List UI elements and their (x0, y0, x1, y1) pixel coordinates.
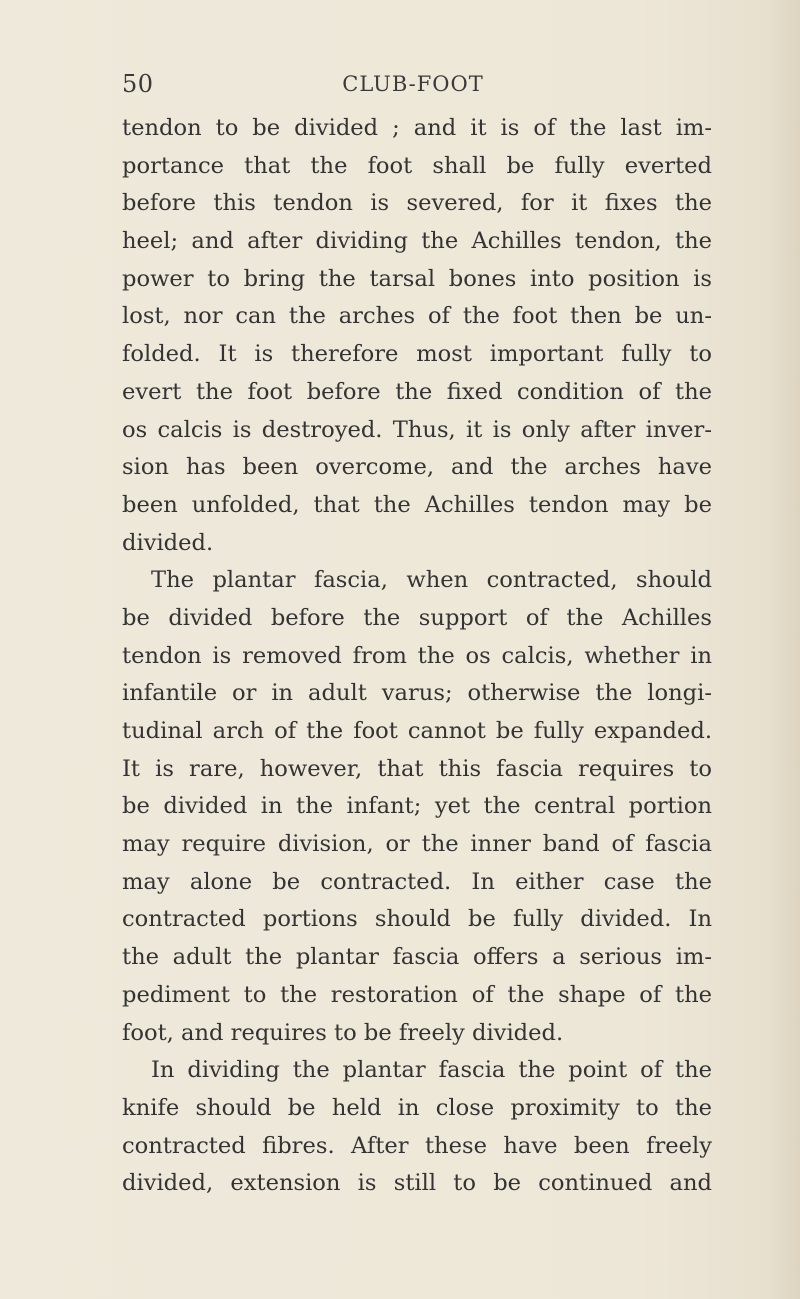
text-line: The plantar fascia, when contracted, should (151, 567, 712, 594)
text-line: infantile or in adult varus; otherwise the longi- (122, 680, 712, 707)
text-line: os calcis is destroyed. Thus, it is only after inver- (122, 416, 712, 443)
text-line: divided. (122, 529, 214, 556)
text-line: pediment to the restoration of the shape of the (122, 981, 712, 1008)
text-line: contracted fibres. After these have been freely (122, 1132, 712, 1159)
text-line: may alone be contracted. In either case the (122, 868, 712, 895)
text-line: In dividing the plantar fascia the point of the (151, 1057, 712, 1084)
text-line: power to bring the tarsal bones into position is (122, 265, 712, 292)
text-line: the adult the plantar fascia offers a serious im- (122, 944, 712, 971)
text-line: be divided before the support of the Achilles (122, 604, 712, 631)
text-line: be divided in the infant; yet the central portion (122, 793, 712, 820)
paragraph (122, 110, 712, 562)
text-line: foot, and requires to be freely divided. (122, 1019, 564, 1046)
paragraph (122, 1052, 712, 1203)
page-header (122, 70, 704, 110)
text-line: tendon is removed from the os calcis, whether in (122, 642, 712, 669)
text-line: knife should be held in close proximity to the (122, 1094, 712, 1121)
text-line: may require division, or the inner band of fascia (122, 831, 712, 858)
text-line: It is rare, however, that this fascia requires to (122, 755, 712, 782)
text-line: portance that the foot shall be fully everted (122, 152, 712, 179)
text-line: lost, nor can the arches of the foot then be un- (122, 303, 712, 330)
text-line: tendon to be divided ; and it is of the last im- (122, 115, 712, 141)
page-number: 50 (122, 70, 154, 98)
text-line: been unfolded, that the Achilles tendon may be (122, 491, 712, 518)
text-line: folded. It is therefore most important fully to (122, 341, 712, 368)
text-line: contracted portions should be fully divided. In (122, 906, 712, 933)
text-line: tudinal arch of the foot cannot be fully expanded. (122, 718, 712, 744)
text-line: sion has been overcome, and the arches have (122, 454, 712, 481)
text-line: before this tendon is severed, for it fixes the (122, 190, 712, 217)
text-line: heel; and after dividing the Achilles tendon, the (122, 228, 712, 255)
text-line: evert the foot before the fixed condition of the (122, 378, 712, 405)
text-line: divided, extension is still to be continued and (122, 1170, 712, 1197)
running-head: CLUB-FOOT (342, 72, 484, 96)
paragraph (122, 562, 712, 1052)
body-text (122, 110, 712, 1203)
